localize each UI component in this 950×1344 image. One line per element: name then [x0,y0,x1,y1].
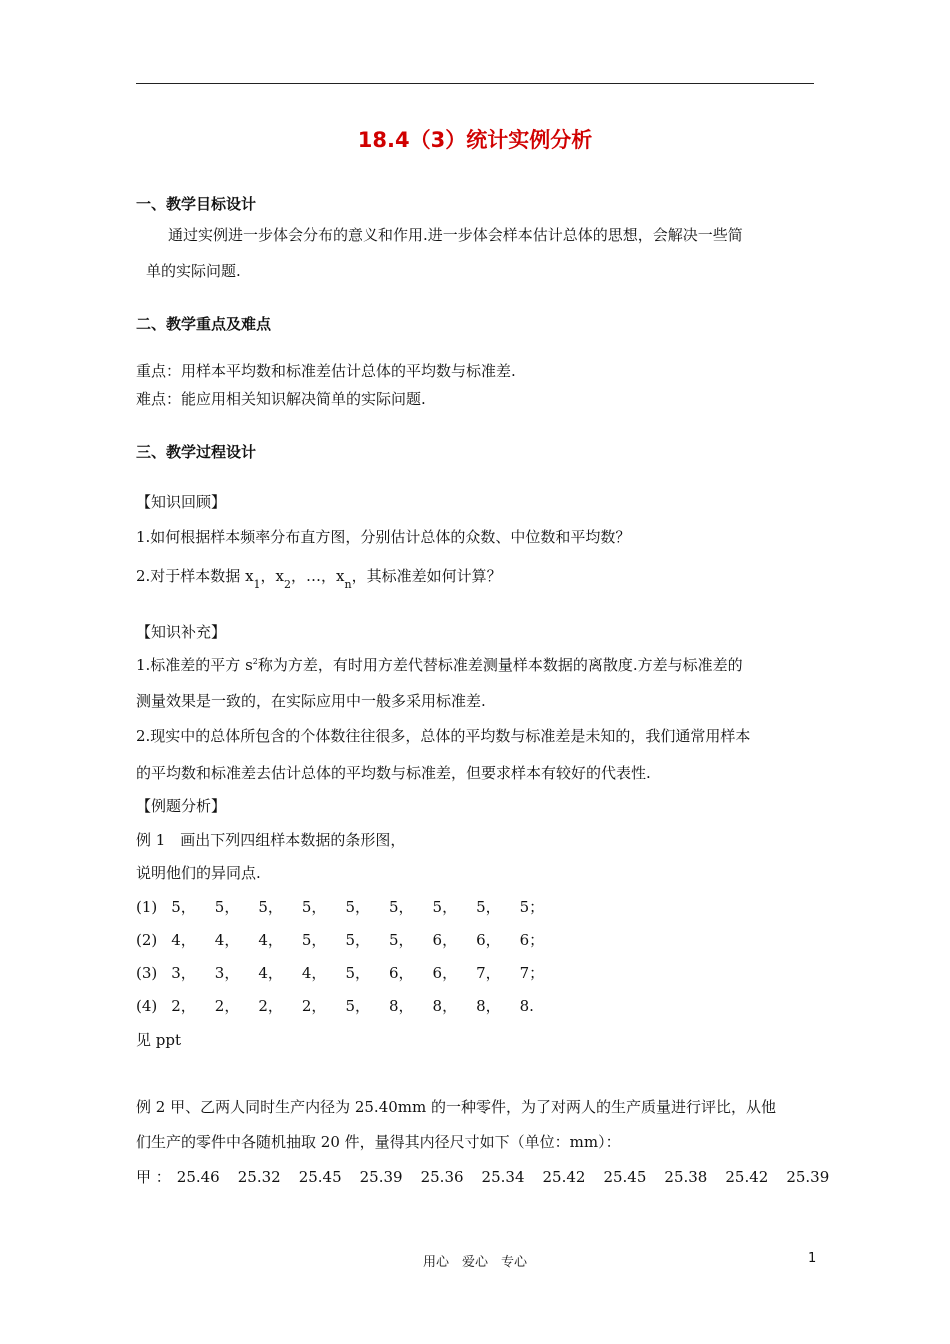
example-1-line2: 说明他们的异同点. [136,864,261,882]
data-row-4: (4) 2， 2， 2， 2， 5， 8， 8， 8， 8. [136,997,534,1015]
example-2-line1: 例 2 甲、乙两人同时生产内径为 25.40mm 的一种零件，为了对两人的生产质量进行评比，从他 [136,1098,777,1116]
goals-paragraph-line1: 通过实例进一步体会分布的意义和作用.进一步体会样本估计总体的思想，会解决一些简 [168,226,743,244]
key-point-text: 重点：用样本平均数和标准差估计总体的平均数与标准差. [136,362,516,380]
example-label: 【例题分析】 [136,797,227,815]
review-question-1: 1.如何根据样本频率分布直方图，分别估计总体的众数、中位数和平均数？ [136,528,631,546]
review-label: 【知识回顾】 [136,493,227,511]
data-row-2: (2) 4， 4， 4， 5， 5， 5， 6， 6， 6； [136,931,545,949]
supplement-2-line2: 的平均数和标准差去估计总体的平均数与标准差，但要求样本有较好的代表性. [136,764,651,782]
data-row-3: (3) 3， 3， 4， 4， 5， 6， 6， 7， 7； [136,964,545,982]
jia-measurements-row: 甲 ： 25.46 25.32 25.45 25.39 25.36 25.34 25.42 25.45 25.38 25.42 25.39 [136,1168,830,1186]
section-heading-key-points: 二、教学重点及难点 [136,315,272,333]
review-question-2: 2.对于样本数据 $x_1$，$x_2$，…，$x_n$，其标准差如何计算？ [136,567,502,591]
page-title: 18.4（3）统计实例分析 [357,128,593,152]
see-ppt-note: 见 ppt [136,1031,182,1049]
page-number: 1 [808,1251,817,1266]
supplement-1-line1: 1.标准差的平方 $s^2$称为方差，有时用方差代替标准差测量样本数据的离散度.方差与标准差的 [136,656,743,674]
difficult-point-text: 难点：能应用相关知识解决简单的实际问题. [136,390,426,408]
example-2-line2: 们生产的零件中各随机抽取 20 件，量得其内径尺寸如下（单位：mm）： [136,1133,621,1151]
page-footer: 用心 爱心 专心 [422,1255,527,1270]
section-heading-process: 三、教学过程设计 [136,443,257,461]
supplement-label: 【知识补充】 [136,623,227,641]
section-heading-goals: 一、教学目标设计 [136,195,257,213]
supplement-1-line2: 测量效果是一致的，在实际应用中一般多采用标准差. [136,692,486,710]
example-1-line1: 例 1 画出下列四组样本数据的条形图， [136,831,406,849]
goals-paragraph-line2: 单的实际问题. [146,262,241,280]
supplement-2-line1: 2.现实中的总体所包含的个体数往往很多，总体的平均数与标准差是未知的，我们通常用样本 [136,727,751,745]
header-rule [136,83,814,84]
data-row-1: (1) 5， 5， 5， 5， 5， 5， 5， 5， 5； [136,898,545,916]
